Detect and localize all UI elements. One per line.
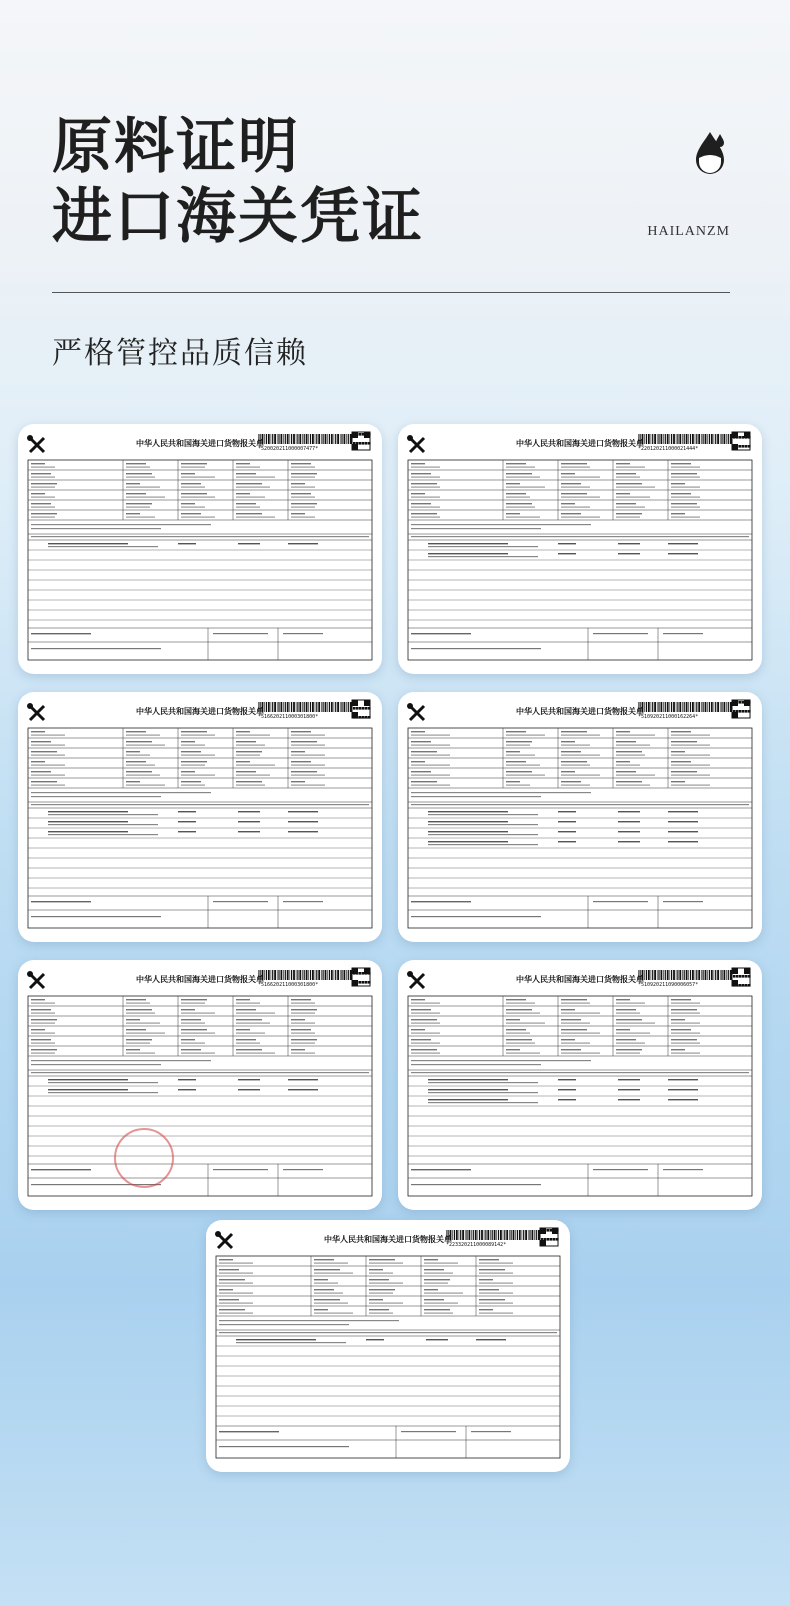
barcode-number: *510920211090006057* <box>638 982 699 988</box>
customs-emblem-icon <box>27 703 44 720</box>
customs-emblem-icon <box>407 435 424 452</box>
barcode-number: *516620211000301800* <box>258 982 319 988</box>
declaration-form <box>28 460 372 660</box>
document-scan <box>398 424 762 674</box>
barcode <box>446 1230 541 1240</box>
brand-name: HAILANZM <box>647 224 730 239</box>
document-title: 中华人民共和国海关进口货物报关单 <box>324 1235 452 1244</box>
customs-document-card <box>18 692 382 942</box>
declaration-form <box>408 996 752 1196</box>
divider <box>52 292 730 293</box>
customs-document-card <box>398 960 762 1210</box>
qr-code <box>732 968 751 987</box>
barcode <box>638 970 733 980</box>
barcode-number: *223320211000089142* <box>446 1242 507 1248</box>
customs-document-card <box>18 424 382 674</box>
declaration-form <box>408 460 752 660</box>
declaration-form <box>216 1256 560 1458</box>
barcode <box>258 702 353 712</box>
declaration-form <box>28 996 372 1196</box>
seal-stamp <box>114 1128 174 1188</box>
customs-emblem-icon <box>407 971 424 988</box>
declaration-form <box>28 728 372 928</box>
qr-code <box>732 700 751 718</box>
barcode-number: *220120211000021444* <box>638 446 699 452</box>
qr-code <box>352 968 371 986</box>
document-title: 中华人民共和国海关进口货物报关单 <box>516 975 644 984</box>
barcode <box>258 970 353 980</box>
qr-code <box>540 1228 559 1246</box>
barcode-number: *520020211000007477* <box>258 446 319 452</box>
document-title: 中华人民共和国海关进口货物报关单 <box>136 439 264 448</box>
barcode <box>258 434 353 444</box>
customs-document-card <box>18 960 382 1210</box>
qr-code <box>352 700 371 719</box>
document-scan <box>18 424 382 674</box>
document-title: 中华人民共和国海关进口货物报关单 <box>136 975 264 984</box>
title-line-2: 进口海关凭证 <box>52 182 424 252</box>
page-title <box>52 112 424 252</box>
document-scan <box>18 692 382 942</box>
customs-document-card <box>398 424 762 674</box>
declaration-form <box>408 728 752 928</box>
customs-document-card <box>398 692 762 942</box>
barcode <box>638 702 733 712</box>
customs-document-card <box>206 1220 570 1472</box>
document-title: 中华人民共和国海关进口货物报关单 <box>516 707 644 716</box>
customs-emblem-icon <box>27 971 44 988</box>
document-scan <box>398 960 762 1210</box>
document-scan <box>206 1220 570 1472</box>
qr-code <box>732 432 751 450</box>
title-line-1: 原料证明 <box>52 112 300 182</box>
customs-emblem-icon <box>407 703 424 720</box>
water-drop-icon <box>690 128 730 178</box>
customs-emblem-icon <box>215 1231 232 1248</box>
document-scan <box>398 692 762 942</box>
document-scan <box>18 960 382 1210</box>
document-title: 中华人民共和国海关进口货物报关单 <box>516 439 644 448</box>
section-subtitle: 严格管控品质信赖 <box>52 336 308 371</box>
barcode-number: *516620211000301800* <box>258 714 319 720</box>
document-title: 中华人民共和国海关进口货物报关单 <box>136 707 264 716</box>
barcode <box>638 434 733 444</box>
barcode-number: *510920211000162264* <box>638 714 699 720</box>
qr-code <box>352 432 371 450</box>
customs-emblem-icon <box>27 435 44 452</box>
